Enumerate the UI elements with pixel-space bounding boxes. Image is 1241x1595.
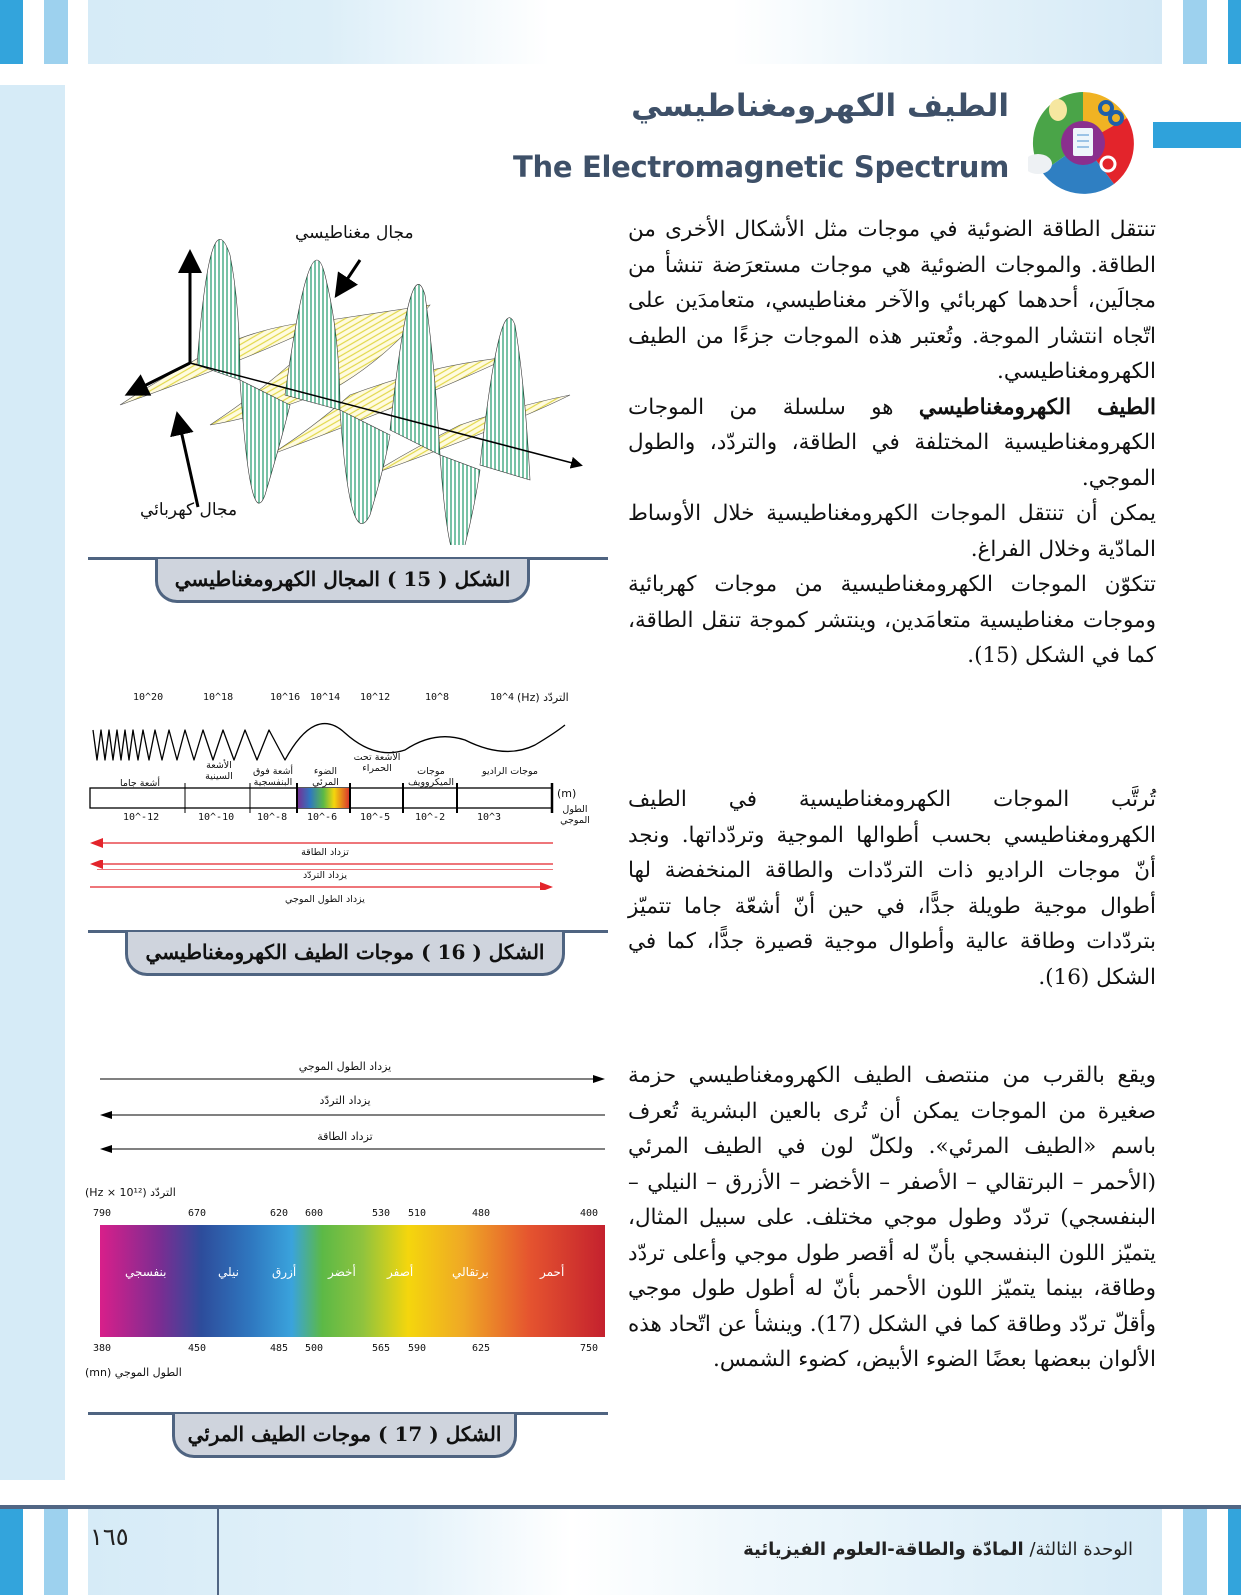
wavelength-axis-label: الطول الموجي [560, 804, 590, 826]
freq-tick: 530 [372, 1208, 391, 1219]
unit-title [743, 1539, 1133, 1560]
freq-tick: 10^18 [203, 692, 234, 703]
freq-tick: 10^8 [425, 692, 450, 703]
arrow-label-wavelength: يزداد الطول الموجي [285, 894, 365, 905]
color-red: أحمر [540, 1265, 565, 1279]
color-violet: بنفسجي [125, 1265, 167, 1279]
freq-tick: 10^16 [270, 692, 301, 703]
figure-17-visible-spectrum [85, 1045, 615, 1385]
freq-tick: 10^20 [133, 692, 164, 703]
freq-tick: 620 [270, 1208, 289, 1219]
wavelength-tick: 750 [580, 1343, 599, 1354]
decor-bar [1228, 1509, 1241, 1595]
paragraph-1: تنتقل الطاقة الضوئية في موجات مثل الأشكال الأخرى من الطاقة. والموجات الضوئية هي موجات مستعرَضة تنشأ من مجالَين، أحدهما كهربائي والآخر مغناطيسي، متعامدَين على اتّجاه انتشار الموجة. وتُعتبر هذه الموجات جزءًا من الطيف الكهرومغناطيسي. [628, 217, 1156, 384]
wavelength-tick: 485 [270, 1343, 289, 1354]
wavelength-tick: 10^-12 [123, 812, 160, 823]
freq-axis-label: التردّد (Hz) [517, 691, 569, 704]
visible-spectrum-bar [100, 1225, 605, 1337]
visible-spectrum-paragraph [628, 1058, 1156, 1378]
wavelength-tick: 10^-8 [257, 812, 288, 823]
color-green: أخضر [328, 1265, 356, 1279]
definition-text: هو سلسلة من الموجات الكهرومغناطيسية المختلفة في الطاقة، والتردّد، والطول الموجي. [628, 394, 1156, 491]
wavelength-tick: 565 [372, 1343, 391, 1354]
freq-tick: 670 [188, 1208, 207, 1219]
band-infrared: الأشعة تحت الحمراء [353, 752, 401, 774]
freq-tick: 480 [472, 1208, 491, 1219]
label-electric-field: مجال كهربائي [140, 500, 238, 520]
page-title-arabic: الطيف الكهرومغناطيسي [631, 88, 1009, 124]
freq-tick: 600 [305, 1208, 324, 1219]
freq-tick: 10^14 [310, 692, 341, 703]
figure-15-caption: الشكل ( 15 ) المجال الكهرومغناطيسي [155, 559, 530, 603]
decor-bar [1228, 0, 1241, 64]
page-title-english: The Electromagnetic Spectrum [513, 150, 1009, 184]
wavelength-tick: 10^3 [477, 812, 502, 823]
title-accent-tab [1153, 122, 1241, 148]
freq-tick: 790 [93, 1208, 112, 1219]
arrow-label-wavelength: يزداد الطول الموجي [298, 1060, 392, 1073]
frequency-axis-label: التردّد (Hz × 10¹²) [85, 1186, 176, 1199]
decor-bar [1183, 0, 1207, 64]
wavelength-unit: (m) [557, 787, 577, 800]
definition-paragraph [628, 390, 1156, 497]
color-indigo: نيلي [218, 1265, 239, 1279]
freq-tick: 400 [580, 1208, 599, 1219]
intro-paragraph [628, 212, 1156, 674]
paragraph-5: ويقع بالقرب من منتصف الطيف الكهرومغناطيسي حزمة صغيرة من الموجات يمكن أن تُرى بالعين البشرية تُعرف باسم «الطيف المرئي». ولكلّ لون في الطيف المرئي (الأحمر – البرتقالي – الأصفر – الأخضر – الأزرق – النيلي – البنفسجي) تردّد وطول موجي مختلف. على سبيل المثال، يتميّز اللون البنفسجي بأنّ له أقصر طول موجي وأعلى تردّد وطاقة، بينما يتميّز اللون الأحمر بأنّ له أطول طول موجي وأقلّ تردّد وطاقة كما في الشكل (17). وينشأ عن اتّحاد هذه الألوان ببعضها بعضًا الضوء الأبيض، كضوء الشمس. [628, 1063, 1156, 1372]
freq-tick: 10^4 [490, 692, 515, 703]
footer-divider [217, 1509, 219, 1595]
freq-tick: 510 [408, 1208, 427, 1219]
page-number: ١٦٥ [90, 1523, 129, 1551]
decor-bar [0, 0, 23, 64]
arrow-label-frequency: يزداد التردّد [319, 1094, 371, 1107]
paragraph-4: تُرتَّب الموجات الكهرومغناطيسية في الطيف الكهرومغناطيسي بحسب أطوالها الموجية وتردّداتها. ونجد أنّ موجات الراديو ذات التردّدات والطاقة المنخفضة لها أطوال موجية طويلة جدًّا، في حين أنّ أشعّة جاما تتميّز بتردّدات وطاقة عالية وأطوال موجية قصيرة جدًّا، كما في الشكل (16). [628, 787, 1156, 990]
paragraph-3: تتكوّن الموجات الكهرومغناطيسية من موجات كهربائية وموجات مغناطيسية متعامَدين، وينتشر كموجة تنقل الطاقة، كما في الشكل (15). [628, 572, 1156, 668]
figure-15-em-wave [90, 205, 590, 545]
header-band [0, 0, 1241, 64]
wavelength-tick: 625 [472, 1343, 491, 1354]
figure-16-em-spectrum [85, 680, 615, 920]
band-ultraviolet: أشعة فوق البنفسجية [252, 766, 294, 788]
wavelength-tick: 450 [188, 1343, 207, 1354]
wavelength-tick: 10^-2 [415, 812, 446, 823]
band-radio: موجات الراديو [482, 766, 538, 777]
color-blue: أزرق [272, 1265, 297, 1279]
band-gamma: أشعة جاما [119, 778, 161, 789]
freq-tick: 10^12 [360, 692, 391, 703]
paragraph-2: يمكن أن تنتقل الموجات الكهرومغناطيسية خلال الأوساط المادّية وخلال الفراغ. [628, 501, 1156, 562]
decor-bar [44, 0, 68, 64]
arrow-label-energy: تزداد الطاقة [301, 847, 349, 858]
wavelength-tick: 10^-6 [307, 812, 338, 823]
decor-bar [0, 1509, 23, 1595]
left-margin-strip [0, 85, 65, 1480]
wavelength-tick: 590 [408, 1343, 427, 1354]
band-visible: الضوء المرئي [312, 766, 339, 788]
decor-bar [1183, 1509, 1207, 1595]
unit-prefix: الوحدة الثالثة/ [1023, 1539, 1133, 1560]
arrow-label-energy: تزداد الطاقة [317, 1130, 373, 1143]
color-orange: برتقالي [452, 1265, 489, 1279]
wavelength-tick: 10^-10 [198, 812, 235, 823]
wavelength-tick: 10^-5 [360, 812, 391, 823]
unit-name: المادّة والطاقة-العلوم الفيزيائية [743, 1539, 1024, 1560]
color-yellow: أصفر [387, 1265, 414, 1279]
wavelength-tick: 500 [305, 1343, 324, 1354]
arrow-label-frequency: يزداد التردّد [302, 870, 348, 881]
figure-16-caption: الشكل ( 16 ) موجات الطيف الكهرومغناطيسي [125, 932, 565, 976]
header-gradient [88, 0, 1162, 64]
band-microwave: موجات الميكروويف [407, 766, 455, 788]
wavelength-tick: 380 [93, 1343, 112, 1354]
spectrum-paragraph [628, 782, 1156, 995]
em-wave-diagram [90, 205, 590, 545]
band-xray: الأشعة السينية [205, 760, 233, 782]
definition-term: الطيف الكهرومغناطيسي [918, 394, 1156, 420]
wavelength-axis-label: الطول الموجي (mn) [85, 1366, 182, 1379]
decor-bar [44, 1509, 68, 1595]
label-magnetic-field: مجال مغناطيسي [295, 223, 414, 243]
learning-badge-icon [1028, 88, 1138, 198]
figure-17-caption: الشكل ( 17 ) موجات الطيف المرئي [172, 1414, 517, 1458]
page-footer [0, 1509, 1241, 1595]
